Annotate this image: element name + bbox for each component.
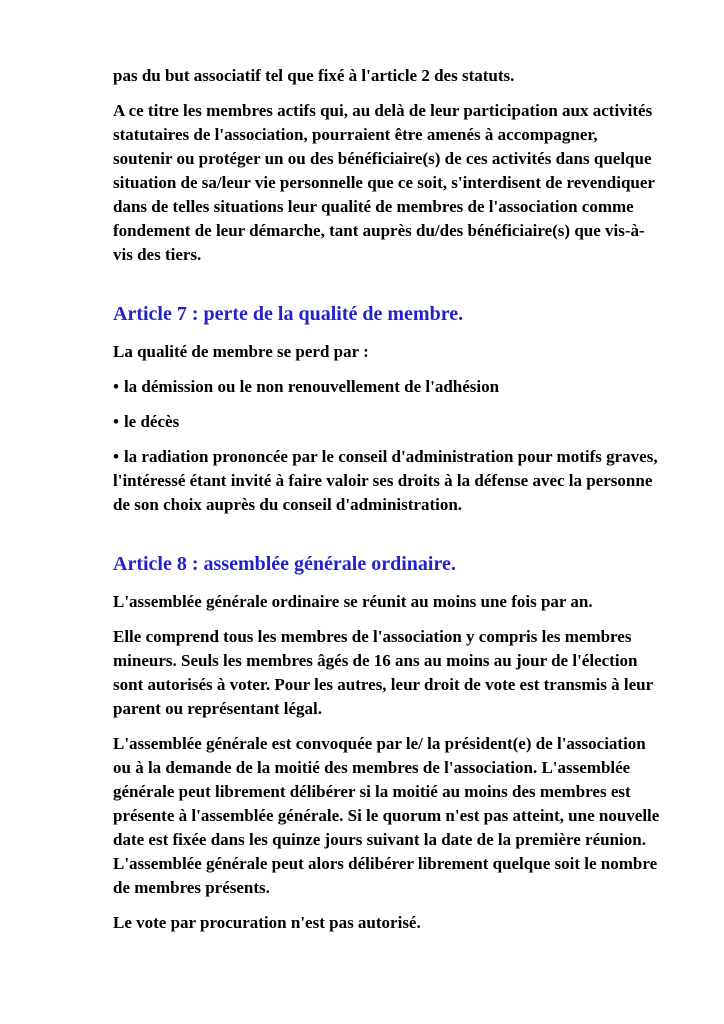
body-paragraph: La qualité de membre se perd par : [113, 342, 369, 361]
body-paragraph: pas du but associatif tel que fixé à l'article 2 des statuts. [113, 66, 515, 85]
bullet-text: le décès [123, 412, 180, 431]
body-paragraph: Le vote par procuration n'est pas autorisé. [113, 913, 421, 932]
body-paragraph: L'assemblée générale ordinaire se réunit au moins une fois par an. [113, 592, 593, 611]
bullet-item [113, 445, 661, 517]
bullet-text: la radiation prononcée par le conseil d'administration pour motifs graves, l'intéressé étant invité à faire valoir ses droits à la défense avec la personne de son choix auprès du conseil d'administration. [113, 447, 658, 514]
article-heading: Article 8 : assemblée générale ordinaire. [113, 553, 456, 575]
body-paragraph: A ce titre les membres actifs qui, au delà de leur participation aux activités statutaires de l'association, pourraient être amenés à accompagner, soutenir ou protéger un ou des bénéficiaire(s) de ces activités dans quelque situation de sa/leur vie personnelle que ce soit, s'interdisent de revendiquer dans de telles situations leur qualité de membres de l'association comme fondement de leur démarche, tant auprès du/des bénéficiaire(s) que vis-à-vis des tiers. [113, 101, 655, 264]
body-paragraph: L'assemblée générale est convoquée par le/ la président(e) de l'association ou à la demande de la moitié des membres de l'association. L'assemblée générale peut librement délibérer si la moitié au moins des membres est présente à l'assemblée générale. Si le quorum n'est pas atteint, une nouvelle date est fixée dans les quinze jours suivant la date de la première réunion. L'assemblée générale peut alors délibérer librement quelque soit le nombre de membres présents. [113, 734, 660, 897]
bullet-glyph: • [113, 412, 119, 431]
bullet-text: la démission ou le non renouvellement de l'adhésion [123, 377, 500, 396]
body-paragraph: Elle comprend tous les membres de l'association y compris les membres mineurs. Seuls les membres âgés de 16 ans au moins au jour de l'élection sont autorisés à voter. Pour les autres, leur droit de vote est transmis à leur parent ou représentant légal. [113, 627, 653, 718]
bullet-item [113, 375, 661, 399]
article-heading: Article 7 : perte de la qualité de membre. [113, 303, 464, 325]
bullet-item [113, 410, 661, 434]
document-text-column [113, 64, 661, 946]
bullet-glyph: • [113, 377, 119, 396]
bullet-glyph: • [113, 447, 119, 466]
